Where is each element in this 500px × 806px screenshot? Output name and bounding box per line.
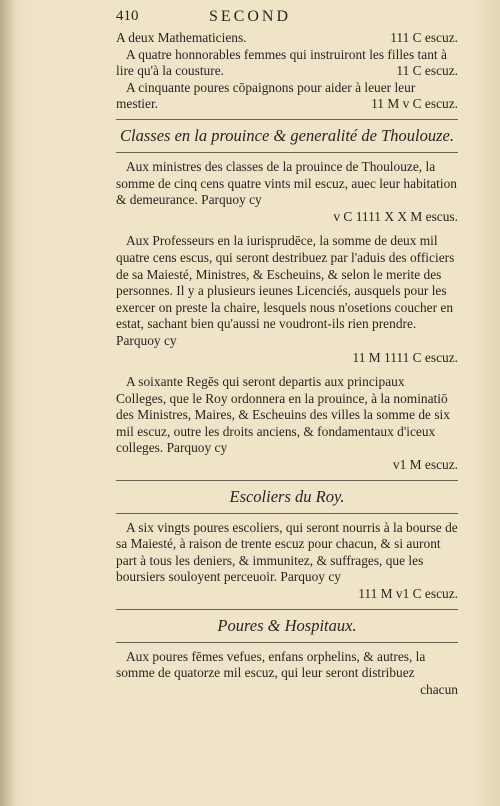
spacer — [116, 225, 458, 233]
entry-text: Aux poures fēmes vefues, enfans orphelins, & autres, la somme de quatorze mil escuz, qui leur seront distribuez — [116, 648, 426, 681]
entry-paragraph — [116, 233, 458, 366]
section-rule — [116, 152, 458, 153]
page-body — [116, 30, 458, 698]
entry-text: A cinquante poures cōpaignons pour aider à leuer leur mestier. — [116, 79, 416, 112]
entry-paragraph — [116, 374, 458, 474]
entry-paragraph — [116, 80, 458, 113]
entry-text: A deux Mathematiciens. — [116, 30, 247, 45]
entry-text: A soixante Regēs qui seront departis aux principaux Colleges, que le Roy ordonnera en la prouince, à la nominatiō des Ministres, Maires, & Escheuins des villes la somme de six mil escuz, outre les droits anciens, & fondamentaux d'iceux colleges. Parquoy cy — [116, 374, 450, 456]
entry-text: A quatre honnorables femmes qui instruiront les filles tant à lire qu'à la cousture. — [116, 46, 447, 79]
entry-text: Aux ministres des classes de la prouince de Thoulouze, la somme de cinq cens quatre vints mil escuz, auec leur habitation & demeurance. Parquoy cy — [116, 158, 457, 208]
spacer — [116, 366, 458, 374]
entry-amount: 111 C escuz. — [390, 30, 458, 45]
entry-paragraph — [116, 159, 458, 225]
entry-amount: 11 M 1111 C escuz. — [352, 349, 458, 365]
entry-text: A six vingts poures escoliers, qui seront nourris à la bourse de sa Maiesté, à raison de trente escuz pour chacun, & si auront part à tous les deniers, & immunitez, & suffrages, que les boursiers souloyent perceuoir. Parquoy cy — [116, 519, 458, 585]
entry-amount: v C 1111 X X M escus. — [333, 208, 458, 224]
section-rule — [116, 119, 458, 120]
section-heading: Poures & Hospitaux. — [217, 615, 357, 635]
section-heading: Classes en la prouince & generalité de Thoulouze. — [120, 125, 454, 145]
entry-amount: 111 M v1 C escuz. — [358, 586, 458, 602]
gutter-shadow — [0, 0, 14, 806]
entry-amount: 11 C escuz. — [396, 63, 458, 79]
entry-amount: 11 M v C escuz. — [371, 96, 458, 112]
entry-paragraph — [116, 47, 458, 80]
entry-text: Aux Professeurs en la iurisprudēce, la somme de deux mil quatre cens escus, qui seront destribuez par l'aduis des officiers de sa Maiesté, Ministres, & Escheuins, & selon le merite des personnes. Il y a plusieurs ieunes Licenciés, ausquels pour les exercer on preste la chaire, lesquels nous n'osetions coucher en estat, sachant bien qu'aussi ne voudront-ils rien prendre. Parquoy cy — [116, 233, 455, 348]
section-rule — [116, 480, 458, 481]
section-heading: Escoliers du Roy. — [229, 486, 345, 506]
section-rule — [116, 513, 458, 514]
page-header — [0, 8, 500, 30]
section-rule — [116, 642, 458, 643]
section-rule — [116, 609, 458, 610]
entry-paragraph — [116, 649, 458, 682]
entry-line — [116, 30, 458, 47]
running-title: SECOND — [208, 8, 291, 25]
catchword: chacun — [420, 681, 458, 697]
entry-paragraph — [116, 520, 458, 603]
entry-amount: v1 M escuz. — [392, 457, 458, 473]
page-number: 410 — [116, 8, 139, 24]
